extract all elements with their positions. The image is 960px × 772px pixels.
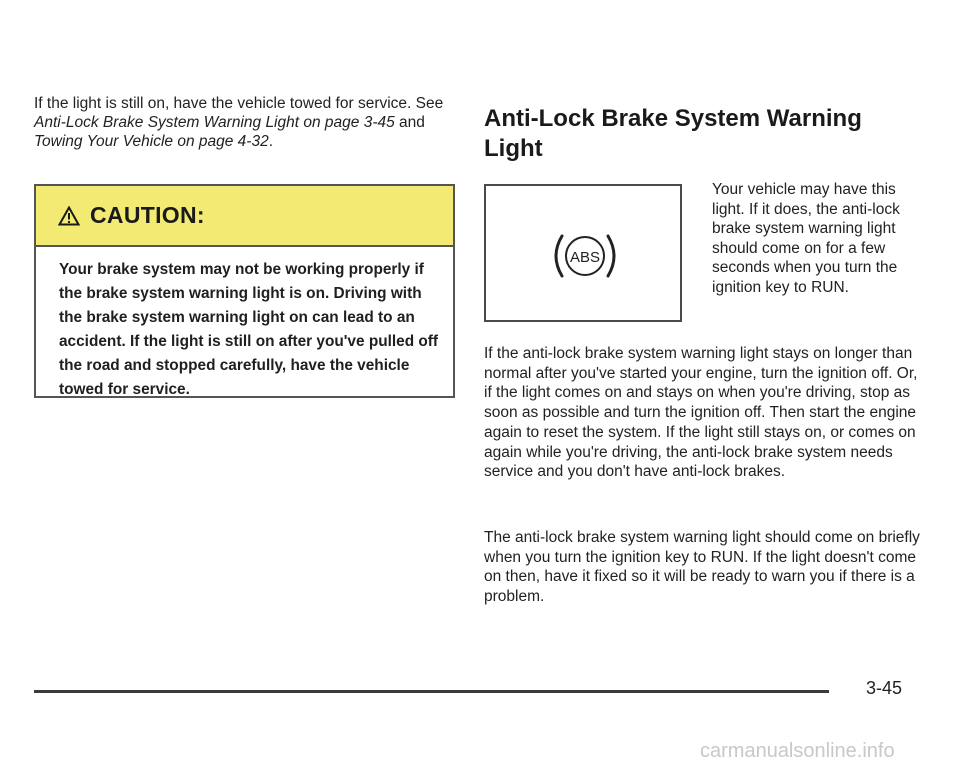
footer-rule — [34, 690, 829, 693]
abs-warning-icon — [540, 226, 630, 286]
watermark: carmanualsonline.info — [700, 740, 895, 762]
abs-icon-label: ABS — [569, 249, 601, 266]
page-number: 3-45 — [866, 678, 903, 698]
section-title: Anti-Lock Brake System Warning Light — [484, 105, 862, 162]
intro-sentence: If the light is still on, have the vehicle towed for service. — [34, 95, 412, 112]
caution-title: CAUTION: — [90, 202, 205, 228]
intro-text — [34, 94, 464, 151]
section-header — [484, 104, 924, 164]
abs-light-figure — [484, 184, 682, 322]
intro-see: See — [415, 95, 444, 112]
warning-triangle-icon — [58, 206, 80, 226]
intro-and: and — [394, 114, 425, 131]
reference-towing: Towing Your Vehicle on page 4-32 — [34, 133, 269, 150]
reference-abs-light: Anti-Lock Brake System Warning Light on page 3-45 — [34, 114, 395, 131]
abs-side-text: Your vehicle may have this light. If it does, the anti-lock brake system warning light should come on for a few seconds when you turn the ignition key to RUN. — [712, 181, 900, 296]
caution-box — [34, 184, 455, 398]
body-paragraph-2: The anti-lock brake system warning light should come on briefly when you turn the ignition key to RUN. If the light doesn't come on then, have it fixed so it will be ready to warn you if there is a problem. — [484, 529, 920, 606]
caution-text: Your brake system may not be working properly if the brake system warning light is on. Driving with the brake system warning light on can lead to an accident. If the light is still on after you've pulled off the road and stopped carefully, have the vehicle towed for service. — [59, 261, 439, 398]
intro-end: . — [268, 133, 273, 150]
body-paragraph-1: If the anti-lock brake system warning light stays on longer than normal after you've started your engine, turn the ignition off. Or, if the light comes on and stays on when you're driving, stop as soon as possible and turn the ignition off. Then start the engine again to reset the system. If the light still stays on, or comes on again while you're driving, the anti-lock brake system needs service and you don't have anti-lock brakes. — [484, 345, 918, 481]
caution-header — [36, 186, 453, 247]
intro-block — [34, 94, 464, 151]
